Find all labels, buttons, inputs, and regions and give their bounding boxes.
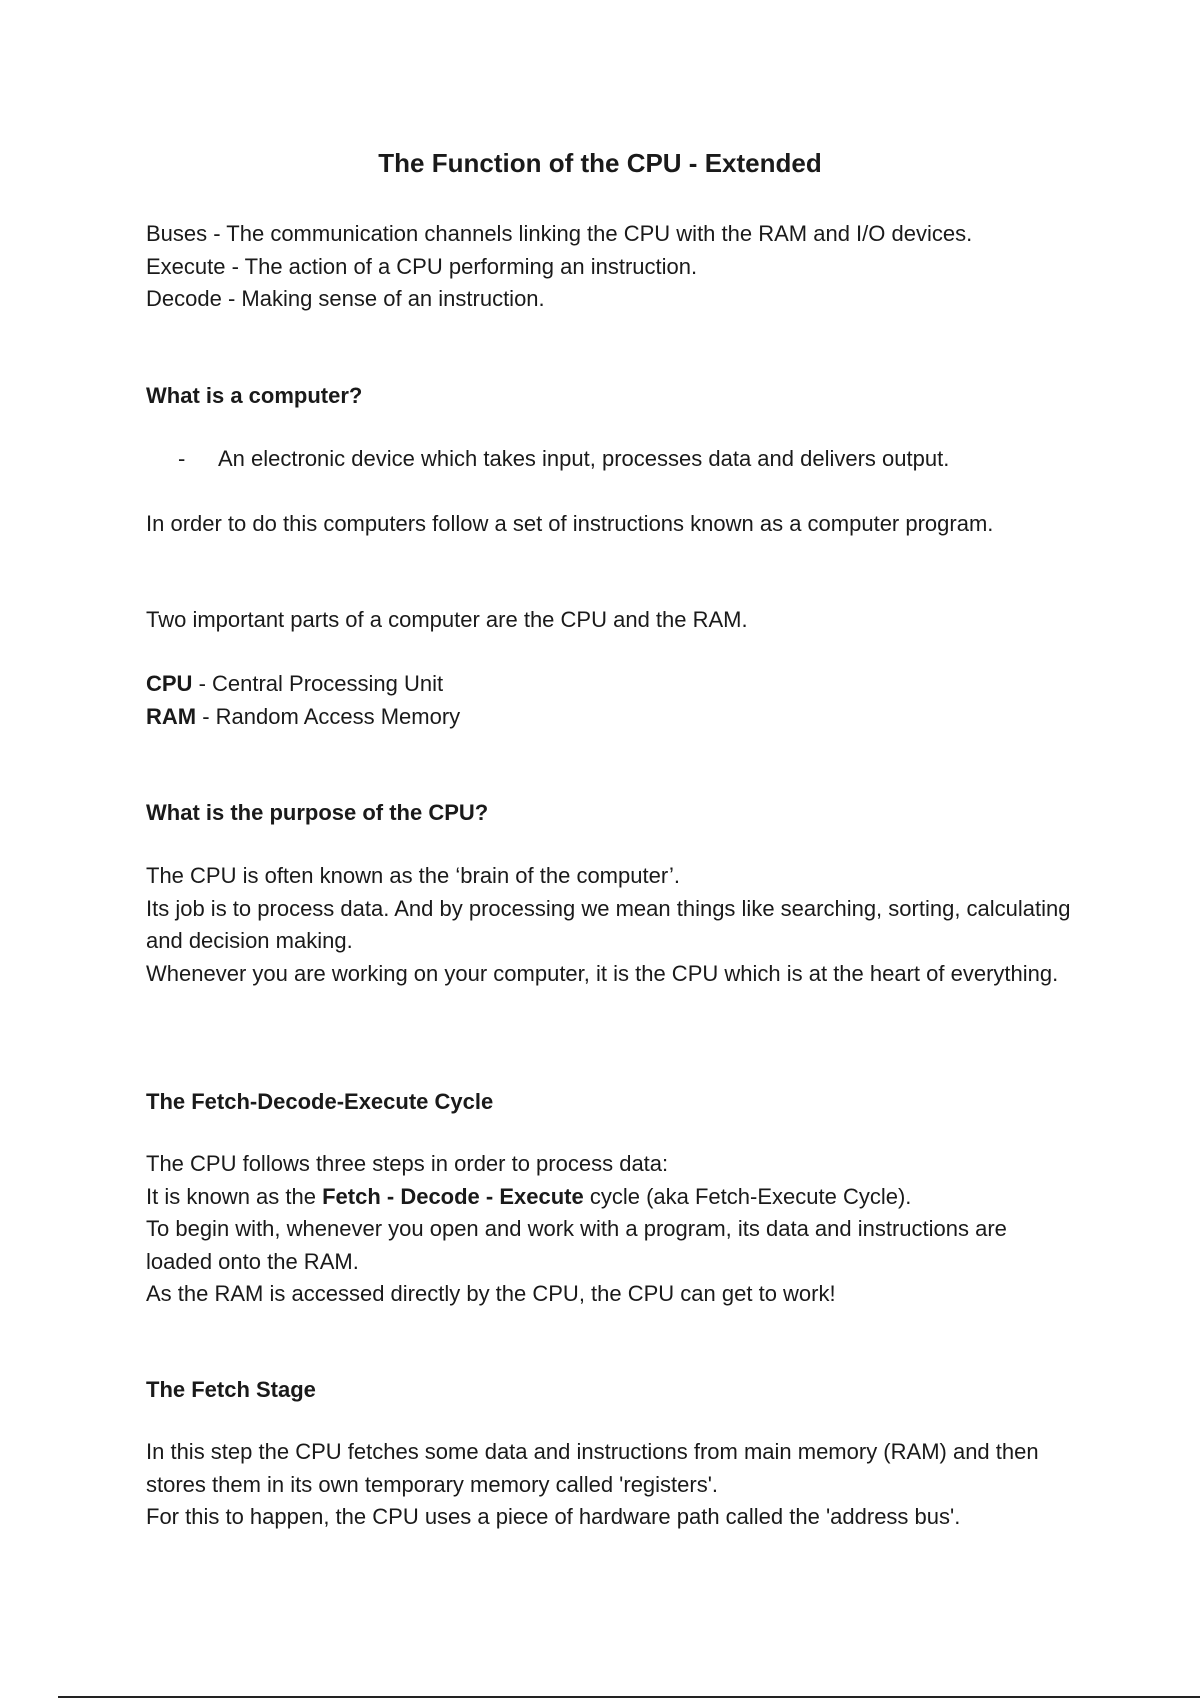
acronym-definition: - Random Access Memory bbox=[196, 703, 461, 729]
computer-bullet bbox=[178, 443, 949, 475]
page-bottom-rule bbox=[58, 1696, 1200, 1698]
cycle-line: As the RAM is accessed directly by the CPU, the CPU can get to work! bbox=[146, 1281, 836, 1306]
fetch-line: In this step the CPU fetches some data and instructions from main memory (RAM) and then stores them in its own temporary memory called 'registers'. bbox=[146, 1439, 1039, 1497]
cycle-text: cycle (aka Fetch-Execute Cycle). bbox=[583, 1183, 912, 1209]
acronym-ram bbox=[146, 701, 1076, 734]
acronyms-block bbox=[146, 668, 1076, 733]
important-parts-paragraph bbox=[146, 604, 1076, 637]
cycle-bold-text: Fetch - Decode - Execute bbox=[322, 1183, 584, 1209]
acronym-term: RAM bbox=[146, 703, 197, 729]
cycle-line: To begin with, whenever you open and work with a program, its data and instructions are loaded onto the RAM. bbox=[146, 1216, 1007, 1274]
definitions-block bbox=[146, 218, 1076, 316]
definition-decode: Decode - Making sense of an instruction. bbox=[146, 286, 545, 311]
acronym-cpu bbox=[146, 668, 1076, 701]
cycle-line: The CPU follows three steps in order to process data: bbox=[146, 1151, 669, 1176]
definition-buses: Buses - The communication channels linking the CPU with the RAM and I/O devices. bbox=[146, 221, 973, 246]
definition-execute: Execute - The action of a CPU performing an instruction. bbox=[146, 253, 698, 279]
fetch-line: For this to happen, the CPU uses a piece of hardware path called the 'address bus'. bbox=[146, 1504, 961, 1529]
purpose-line: Its job is to process data. And by processing we mean things like searching, sorting, calculating and decision making. bbox=[146, 895, 1071, 953]
purpose-block bbox=[146, 860, 1076, 990]
page-title: The Function of the CPU - Extended bbox=[378, 148, 822, 178]
cycle-text: It is known as the bbox=[146, 1183, 323, 1209]
heading-fetch-decode-execute: The Fetch-Decode-Execute Cycle bbox=[146, 1089, 494, 1114]
bullet-dash: - bbox=[178, 446, 186, 471]
heading-what-is-computer: What is a computer? bbox=[146, 383, 363, 408]
cycle-line bbox=[146, 1181, 1076, 1214]
purpose-line: The CPU is often known as the ‘brain of the computer’. bbox=[146, 863, 680, 888]
heading-purpose-of-cpu: What is the purpose of the CPU? bbox=[146, 800, 489, 825]
paragraph-text: Two important parts of a computer are the CPU and the RAM. bbox=[146, 607, 748, 632]
paragraph-text: In order to do this computers follow a set of instructions known as a computer program. bbox=[146, 511, 994, 536]
heading-fetch-stage: The Fetch Stage bbox=[146, 1377, 316, 1402]
acronym-definition: - Central Processing Unit bbox=[192, 671, 444, 696]
cycle-block bbox=[146, 1148, 1076, 1311]
bullet-text: An electronic device which takes input, processes data and delivers output. bbox=[218, 446, 950, 471]
purpose-line: Whenever you are working on your computer, it is the CPU which is at the heart of everything. bbox=[146, 960, 1059, 986]
fetch-block bbox=[146, 1436, 1076, 1534]
computer-program-paragraph bbox=[146, 508, 1016, 541]
acronym-term: CPU bbox=[146, 671, 193, 696]
